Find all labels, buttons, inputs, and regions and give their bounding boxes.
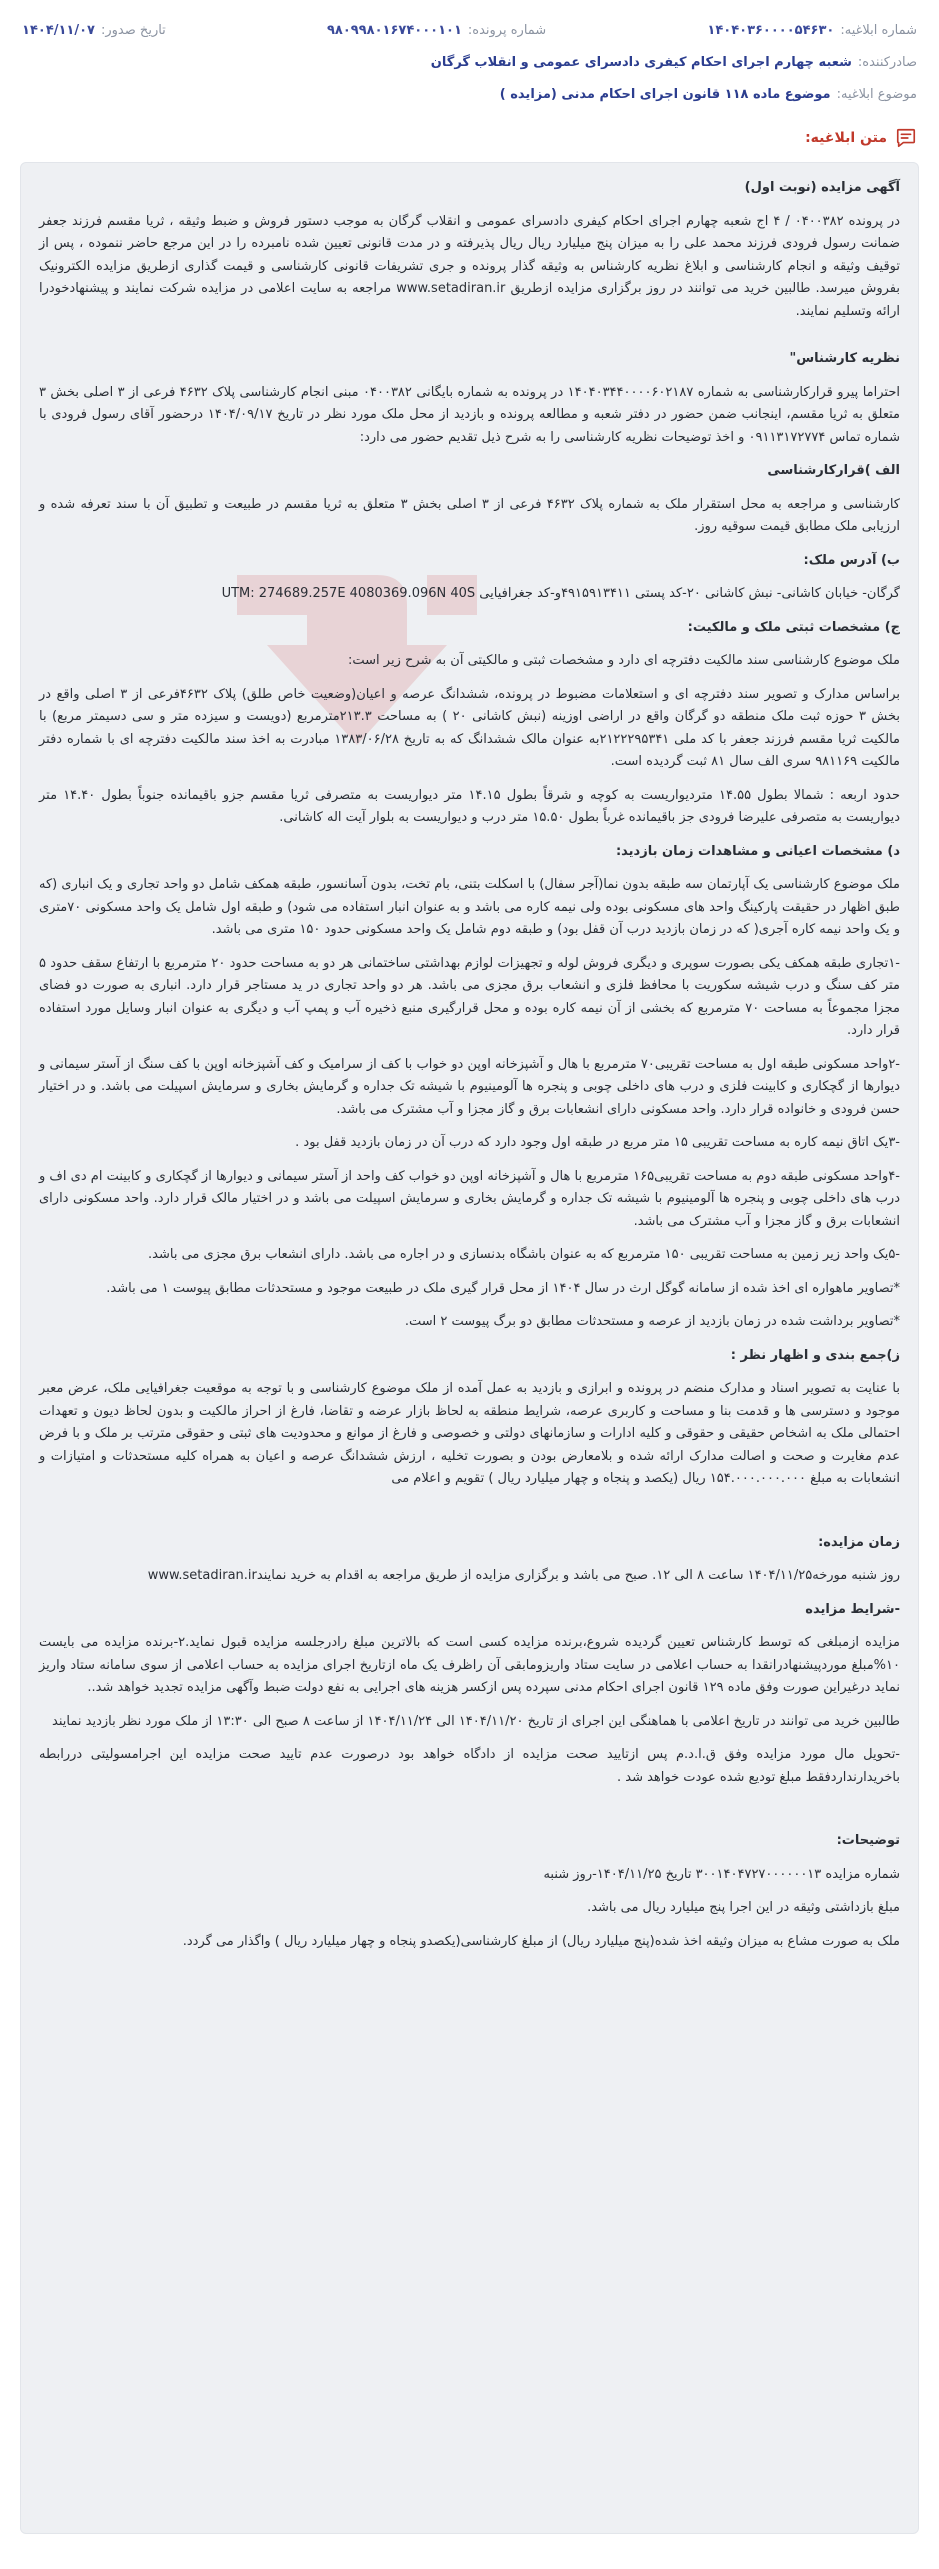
case-number [327,23,546,38]
auction-terms-heading: -شرایط مزایده [805,1601,900,1617]
subject-label: موضوع ابلاغیه: [836,86,917,102]
section-heading-z: ز)جمع بندی و اظهار نظر : [730,1347,900,1363]
notice-content [39,177,900,1953]
body-paragraph: طالبین خرید می توانند در تاریخ اعلامی با هماهنگی این اجرای از تاریخ ۱۴۰۴/۱۱/۲۰ الی ۱۴۰۴/۱۱/۲۴ از ساعت ۸ صبح الی ۱۳:۳۰ از ملک مورد نظر بازدید نمایند [52,1713,900,1729]
header-row-issuer [22,46,917,78]
body-paragraph: با عنایت به تصویر اسناد و مدارک منضم در پرونده و ابرازی و بازدید به عمل آمده از ملک موضوع کارشناسی و با توجه به موقعیت جغرافیایی ملک، عرض معبر موجود و دسترسی ها و قدمت بنا و مساحت و کاربری عرصه، شرایط منطقه به لحاظ بازار عرضه و تقاضا، فارغ از احراز مالکیت و بدون لحاظ دیون و تعهدات احتمالی ملک به اشخاص حقیقی و حقوقی و کلیه ادارات و سازمانهای دولتی و خصوصی و فارغ از موانع و محدودیت های ثبتی و حقوقی مترتب بر ملک و با فرض عدم مغایرت و صحت و اصالت مدارک ارائه شده و بلامعارض بودن و بصورت تخلیه ، ارزش ششدانگ عرصه و اعیان به همراه کلیه مستحدثات و امتیازات و انشعابات به مبلغ ۱۵۴.۰۰۰.۰۰۰.۰۰۰ ریال (یکصد و پنجاه و چهار میلیارد ریال ) تقویم و اعلام می [39,1381,900,1486]
auction-time-heading: زمان مزایده: [818,1534,900,1550]
subject-value: موضوع ماده ۱۱۸ قانون اجرای احکام مدنی (مزایده ) [499,86,831,102]
notice-body [20,162,919,2534]
notice-text-title: متن ابلاغیه: [805,130,887,146]
section-heading-d: د) مشخصات اعیانی و مشاهدات زمان بازدید: [615,843,900,859]
notice-header [0,0,939,110]
section-heading-b: ب) آدرس ملک: [803,552,900,568]
body-paragraph: شماره مزایده ۳۰۰۱۴۰۴۷۲۷۰۰۰۰۰۰۱۳ تاریخ ۱۴۰۴/۱۱/۲۵-روز شنبه [543,1866,900,1882]
body-paragraph: کارشناسی و مراجعه به محل استقرار ملک به شماره پلاک ۴۶۳۲ فرعی از ۳ اصلی بخش ۳ متعلق به ثریا مقسم در طبیعت و تطبیق آن با سند تعرفه شده و ارزیابی ملک مطابق قیمت سوقیه روز. [39,496,901,534]
notice-number [707,23,917,38]
body-paragraph: مبلغ بازداشتی وثیقه در این اجرا پنج میلیارد ریال می باشد. [587,1900,900,1915]
header-row-numbers [22,14,917,46]
body-paragraph: *تصاویر ماهواره ای اخذ شده از سامانه گوگل ارث در سال ۱۴۰۴ از محل قرار گیری ملک در طبیعت موجود و مستحدثات مطابق پیوست ۱ می باشد. [106,1280,900,1296]
case-number-value: ۹۸۰۹۹۸۰۱۶۷۴۰۰۰۱۰۱ [327,22,462,38]
body-paragraph: -۲واحد مسکونی طبقه اول به مساحت تقریبی۷۰ مترمربع با هال و آشپزخانه اوپن دو خواب با کف از سرامیک و کف آشپزخانه اوپن با کف سنگ از آستر سیمانی و دیوارها از گچکاری و کابینت فلزی و درب های داخلی چوبی و پنجره ها آلومینیوم با شیشه تک جداره و گرمایش بخاری و سرمایش اسپیلت می باشد. و در اختیار حسن فرودی و خانواده قرار دارد. واحد مسکونی دارای انشعابات برق و گاز مجزا و آب مشترک می باشد. [39,1056,900,1117]
section-heading-c: ج) مشخصات ثبتی ملک و مالکیت: [687,619,900,635]
message-text-icon [895,127,917,149]
header-row-subject [22,78,917,110]
body-paragraph: -۳یک اتاق نیمه کاره به مساحت تقریبی ۱۵ متر مربع در طبقه اول وجود دارد که درب آن در زمان بازدید قفل بود . [295,1135,900,1150]
body-paragraph: -تحویل مال مورد مزایده وفق ق.ا.د.م پس ازتایید صحت مزایده از دادگاه خواهد بود درصورت عدم تایید صحت مزایده این اجرامسولیتی دررابطه باخریدارنداردفقط مبلغ تودیع شده عودت خواهد شد . [39,1747,900,1785]
issue-date [22,23,166,38]
auction-title: آگهی مزایده (نوبت اول) [744,180,900,195]
notice-number-value: ۱۴۰۴۰۳۶۰۰۰۰۵۴۶۳۰ [707,22,835,38]
issuer-label: صادرکننده: [857,54,917,70]
property-address: گرگان- خیابان کاشانی- نبش کاشانی ۲۰-کد پستی ۴۹۱۵۹۱۳۴۱۱و-کد جغرافیایی UTM: 274689.257E 4080369.096N 40S [221,586,900,601]
body-paragraph: ملک موضوع کارشناسی سند مالکیت دفترچه ای دارد و مشخصات ثبتی و مالکیتی آن به شرح زیر است: [348,653,900,668]
issuer-value: شعبه چهارم اجرای احکام کیفری دادسرای عمومی و انقلاب گرگان [430,54,852,70]
body-paragraph: ملک به صورت مشاع به میزان وثیقه اخذ شده(پنج میلیارد ریال) از مبلغ کارشناسی(یکصدو پنجاه و چهار میلیارد ریال ) واگذار می گردد. [182,1933,900,1949]
notice-text-heading [22,124,917,152]
body-paragraph: *تصاویر برداشت شده در زمان بازدید از عرصه و مستحدثات مطابق دو برگ پیوست ۲ است. [404,1314,900,1329]
body-paragraph: در پرونده ۰۴۰۰۳۸۲ / ۴ اج شعبه چهارم اجرای احکام کیفری دادسرای عمومی و انقلاب گرگان به موجب دستور فروش و ضبط وثیقه ، ثریا مقسم فرزند جعفر ضمانت رسول فرودی فرزند محمد علی را به میزان پنج میلیارد ریال ریال پذیرفته و در مدت قانونی تعیین شده نامبرده را در این مرجع حاضر ننموده ، پس از توقیف وثیقه و انجام کارشناسی و ابلاغ نظریه کارشناس به وثیقه گذار پرونده و جری تشریفات قانونی کارشناسی و قیمت گذاری ازطریق مزایده الکترونیک بفروش میرسد. طالبین خرید می توانند در روز برگزاری مزایده ازطریق www.setadiran.ir مراجعه به سایت اعلامی در مزایده شرکت نمایند و پیشنهادخودرا ارائه وتسلیم نمایند. [39,213,901,319]
section-heading-a: الف )قرارکارشناسی [767,463,900,478]
body-paragraph: روز شنبه مورخه۱۴۰۴/۱۱/۲۵ ساعت ۸ الی ۱۲. صبح می باشد و برگزاری مزایده از طریق مراجعه به اقدام به خرید نمایندwww.setadiran.ir [147,1568,900,1583]
body-paragraph: -۴واحد مسکونی طبقه دوم به مساحت تقریبی۱۶۵ مترمربع با هال و آشپزخانه اوپن دو خواب کف واحد از آستر سیمانی و دیوارها از گچکاری و کابینت ام دی اف و درب های داخلی چوبی و پنجره ها آلومینیوم با شیشه تک جداره و گرمایش بخاری و سرمایش اسپیلت می باشد و در اختیار مالک قرار دارد. واحد مسکونی دارای انشعابات برق و گاز مجزا و آب مشترک می باشد. [39,1168,900,1229]
body-paragraph: ملک موضوع کارشناسی یک آپارتمان سه طبقه بدون نما(آجر سفال) با اسکلت بتنی، بام تخت، بدون آسانسور، طبقه همکف شامل دو واحد تجاری و یک انباری (که طبق اظهار در حقیقت پارکینگ واحد های مسکونی بوده ولی نیمه کاره می باشد و به عنوان انبار استفاده می شود) و طبقه اول شامل یک واحد مسکونی ۷۰متری و یک واحد نیمه کاره آجری( که در زمان بازدید درب آن قفل بود) و طبقه دوم شامل یک واحد مسکونی حدود ۱۵۰ متری می باشد. [39,877,900,937]
notes-heading: توضیحات: [836,1833,900,1848]
notice-number-label: شماره ابلاغیه: [840,22,917,38]
issue-date-label: تاریخ صدور: [101,22,166,38]
body-paragraph: احتراما پیرو قرارکارشناسی به شماره ۱۴۰۴۰۳۴۴۰۰۰۰۶۰۲۱۸۷ در پرونده به شماره بایگانی ۰۴۰۰۳۸۲ مبنی انجام کارشناسی پلاک ۴۶۳۲ فرعی از ۳ اصلی بخش ۳ متعلق به ثریا مقسم، اینجانب ضمن حضور در دفتر شعبه و مطالعه پرونده و بازدید از محل ملک مورد نظر در تاریخ ۱۴۰۴/۰۹/۱۷ درحضور آقای رسول فرودی با شماره تماس ۰۹۱۱۳۱۷۲۷۷۴ و اخذ توضیحات نظریه کارشناسی را به شرح ذیل تقدیم حضور می دارد: [39,384,900,445]
issue-date-value: ۱۴۰۴/۱۱/۰۷ [22,22,95,38]
body-paragraph: -۱تجاری طبقه همکف یکی بصورت سوپری و دیگری فروش لوله و تجهیزات لوازم بهداشتی ساختمانی هر دو به مساحت حدود ۲۰ مترمربع با ارتفاع سقف حدود ۵ متر کف سنگ و درب شیشه سکوریت با محافظ فلزی و انشعاب برق مجزی می باشد. هر دو واحد تجاری در ید مستاجر قرار دارد. انباری به صورت دو فضای مجزا مجموعاً به مساحت ۷۰ مترمربع که بخشی از آن نیمه کاره بوده و محل قرارگیری منبع ذخیره آب و پمپ آب و دیگری به عنوان انبار وسایل مورد استفاده قرار دارد. [39,955,901,1038]
body-paragraph: -۵یک واحد زیر زمین به مساحت تقریبی ۱۵۰ مترمربع که به عنوان باشگاه بدنسازی و در اجاره می باشد. دارای انشعاب برق مجزی می باشد. [148,1247,900,1262]
expert-opinion-heading: نظریه کارشناس" [789,351,900,366]
body-paragraph: مزایده ازمبلغی که توسط کارشناس تعیین گردیده شروع،برنده مزایده کسی است که بالاترین مبلغ رادرجلسه مزایده قبول نماید.۲-برنده مزایده می بایست ۱۰%مبلغ موردپیشنهادرانقدا به حساب اعلامی در سایت ستاد واریزومابقی آن راظرف یک ماه ازتاریخ اجرای مزایده به حساب اعلامی از سوی سامانه ستاد واریز نماید درغیراین صورت وفق ماده ۱۲۹ قانون اجرای احکام مدنی سپرده پس ازکسر هزینه های اجرایی به نفع دولت ضبط وآگهی مزایده تجدید خواهد شد.. [39,1635,900,1695]
body-paragraph: حدود اربعه : شمالا بطول ۱۴.۵۵ متردیواریست به کوچه و شرقاً بطول ۱۴.۱۵ متر دیواریست به متصرفی ثریا مقسم جزو باقیمانده جنوباً بطول ۱۴.۴۰ متر دیواریست به متصرفی علیرضا فرودی جز باقیمانده غرباً بطول ۱۵.۵۰ متر درب و دیواریست به بلوار آیت اله کاشانی. [39,787,900,825]
body-paragraph: براساس مدارک و تصویر سند دفترچه ای و استعلامات مضبوط در پرونده، ششدانگ عرصه و اعیان(وضعیت خاص طلق) پلاک ۴۶۳۲فرعی از ۳ اصلی واقع در بخش ۳ حوزه ثبت ملک منطقه دو گرگان واقع در اراضی اوزینه (نبش کاشانی ۲۰ ) به مساحت ۲۱۳.۳مترمربع (دویست و سیزده متر و سی دسیمتر مربع) با مالکیت ثریا مقسم فرزند جعفر با کد ملی ۲۱۲۲۲۹۵۳۴۱به عنوان مالک ششدانگ که به تاریخ ۱۳۸۳/۰۶/۲۸ مبادرت به اخذ سند مالکیت دفترچه ای با شماره دفتر مالکیت ۹۸۱۱۶۹ سری الف سال ۸۱ ثبت گردیده است. [39,686,901,769]
case-number-label: شماره پرونده: [467,22,547,38]
